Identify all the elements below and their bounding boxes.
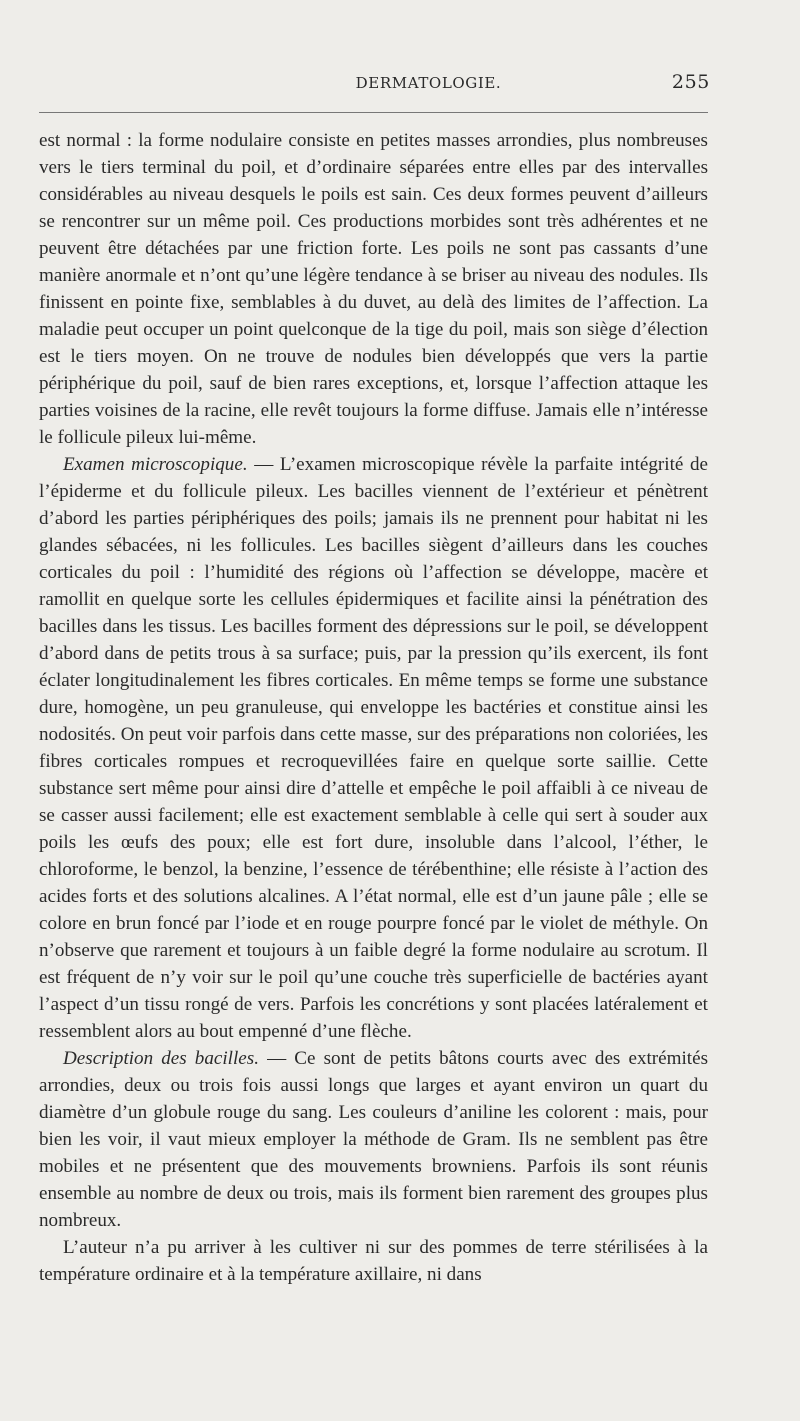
paragraph <box>39 1234 708 1288</box>
section-lead: Description des bacilles. <box>63 1048 259 1069</box>
section-lead: Examen microscopique. <box>63 454 248 475</box>
paragraph-text: — L’examen microscopique révèle la parfaite intégrité de l’épiderme et du follicule pileux. Les bacilles viennent de l’extérieur et pénètrent d’abord les parties périphériques des poils; jamais ils ne prennent pour habitat ni les glandes sébacées, ni les follicules. Les bacilles siègent d’ailleurs dans les couches corticales du poil : l’humidité des régions où l’affection se développe, macère et ramollit en quelque sorte les cellules épidermiques et facilite ainsi la pénétration des bacilles dans les tissus. Les bacilles forment des dépressions sur le poil, se développent d’abord dans de petits trous à sa surface; puis, par la pression qu’ils exercent, ils font éclater longitudinalement les fibres corticales. En même temps se forme une substance dure, homogène, un peu granuleuse, qui enveloppe les bactéries et constitue ainsi les nodosités. On peut voir parfois dans cette masse, sur des préparations non coloriées, les fibres corticales rompues et recroquevillées faire en quelque sorte saillie. Cette substance sert même pour ainsi dire d’attelle et empêche le poil affaibli à ce niveau de se casser aussi facilement; elle est exactement semblable à celle qui sert à souder aux poils les œufs des poux; elle est fort dure, insoluble dans l’alcool, l’éther, le chloroforme, le benzol, la benzine, l’essence de térébenthine; elle résiste à l’action des acides forts et des solutions alcalines. A l’état normal, elle est d’un jaune pâle ; elle se colore en brun foncé par l’iode et en rouge pourpre foncé par le violet de méthyle. On n’observe que rarement et toujours à un faible degré la forme nodulaire au scrotum. Il est fréquent de n’y voir sur le poil qu’une couche très superficielle de bactéries ayant l’aspect d’un tissu rongé de vers. Parfois les concrétions y sont placées latéralement et ressemblent alors au bout empenné d’une flèche. <box>39 454 708 1042</box>
paragraph-text: — Ce sont de petits bâtons courts avec des extrémités arrondies, deux ou trois fois aussi longs que larges et ayant environ un quart du diamètre d’un globule rouge du sang. Les couleurs d’aniline les colorent : mais, pour bien les voir, il vaut mieux employer la méthode de Gram. Ils ne semblent pas être mobiles et ne présentent que des mouvements browniens. Parfois ils sont réunis ensemble au nombre de deux ou trois, mais ils forment bien rarement des groupes plus nombreux. <box>39 1048 708 1231</box>
paragraph <box>39 451 708 1045</box>
paragraph <box>39 127 708 451</box>
header-rule <box>39 112 708 113</box>
running-title: DERMATOLOGIE. <box>355 74 502 92</box>
paragraph <box>39 1045 708 1234</box>
paragraph-text: est normal : la forme nodulaire consiste en petites masses arrondies, plus nombreuses vers le tiers terminal du poil, et d’ordinaire séparées entre elles par des intervalles considérables au niveau desquels le poils est sain. Ces deux formes peuvent d’ailleurs se rencontrer sur un même poil. Ces productions morbides sont très adhérentes et ne peuvent être détachées par une friction forte. Les poils ne sont pas cassants d’une manière anormale et n’ont qu’une légère tendance à se briser au niveau des nodules. Ils finissent en pointe fixe, semblables à du duvet, au delà des limites de l’affection. La maladie peut occuper un point quelconque de la tige du poil, mais son siège d’élection est le tiers moyen. On ne trouve de nodules bien développés que vers la partie périphérique du poil, sauf de bien rares exceptions, et, lorsque l’affection attaque les parties voisines de la racine, elle revêt toujours la forme diffuse. Jamais elle n’intéresse le follicule pileux lui-même. <box>39 130 708 448</box>
page-header <box>39 71 710 98</box>
paragraph-text: L’auteur n’a pu arriver à les cultiver ni sur des pommes de terre stérilisées à la température ordinaire et à la température axillaire, ni dans <box>39 1237 708 1285</box>
body-text <box>39 127 708 1288</box>
page-number: 255 <box>671 71 710 93</box>
